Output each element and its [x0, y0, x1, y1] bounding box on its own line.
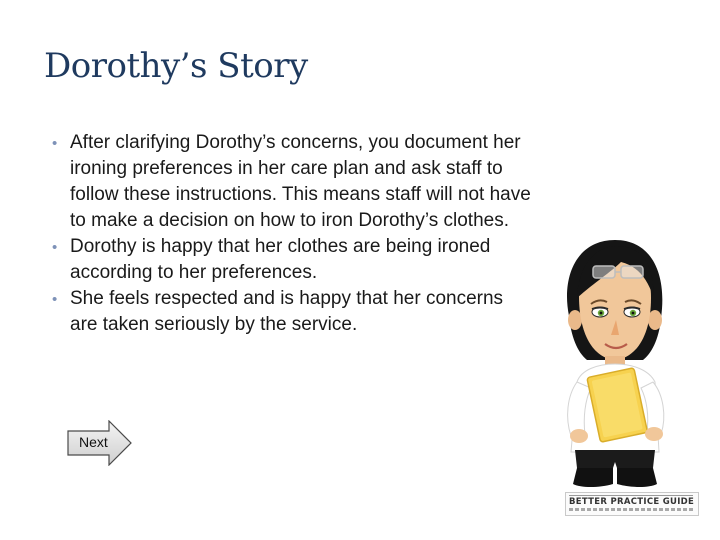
woman-with-folder-illustration — [555, 236, 675, 490]
next-button-label: Next — [79, 434, 108, 450]
next-button[interactable] — [67, 420, 133, 466]
bullet-item — [52, 130, 532, 234]
logo-text: BETTER PRACTICE GUIDE — [569, 497, 695, 507]
bullet-marker: • — [52, 239, 58, 256]
bullet-item — [52, 286, 532, 338]
slide-title: Dorothy’s Story — [44, 46, 308, 86]
bullet-marker: • — [52, 135, 58, 152]
bullet-item — [52, 234, 532, 286]
bullet-text: She feels respected and is happy that her concerns are taken seriously by the service. — [70, 288, 504, 335]
logo-subtitle-mark — [569, 508, 693, 511]
better-practice-guide-logo — [565, 492, 699, 516]
bullet-text: Dorothy is happy that her clothes are being ironed according to her preferences. — [70, 236, 491, 283]
bullet-text: After clarifying Dorothy’s concerns, you document her ironing preferences in her care plan and ask staff to follow these instructions. This means staff will not have to make a decision on how to iron Dorothy’s clothes. — [70, 132, 531, 231]
logo-rule — [569, 495, 693, 496]
bullet-marker: • — [52, 291, 58, 308]
bullet-list — [52, 130, 532, 338]
